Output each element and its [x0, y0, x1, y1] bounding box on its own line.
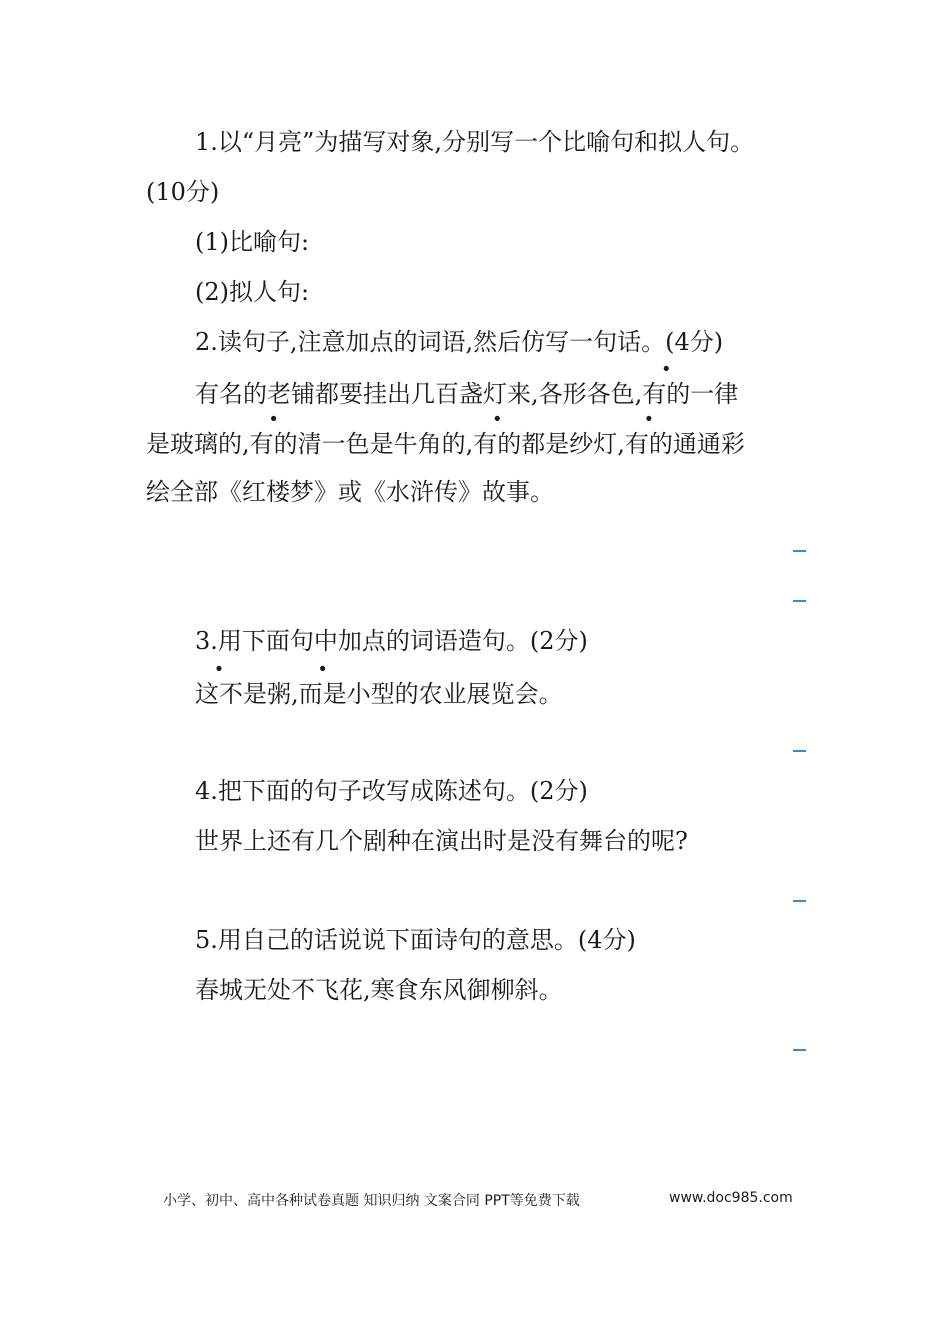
- q5-poem-line: 春城无处不飞花,寒食东风御柳斜。: [195, 976, 563, 1004]
- footer-promo-text: 小学、初中、高中各种试卷真题 知识归纳 文案合同 PPT等免费下载: [163, 1193, 580, 1209]
- emphasized-word: 有的: [473, 430, 522, 458]
- q3-text: 是粥,: [243, 680, 299, 708]
- q2-text: 一律: [690, 380, 739, 408]
- emphasized-word: 而是: [298, 680, 347, 708]
- q1-prompt-line1: 1.以“月亮”为描写对象,分别写一个比喻句和拟人句。: [195, 128, 755, 156]
- q3-text: 小型的农业展览会。: [346, 680, 563, 708]
- emphasized-word: 有的: [624, 430, 673, 458]
- q3-prompt: 3.用下面句中加点的词语造句。(2分): [195, 627, 588, 655]
- answer-blank-marker: [793, 550, 806, 552]
- answer-blank-marker: [793, 600, 806, 602]
- answer-blank-marker: [793, 750, 806, 752]
- emphasized-word: 有的: [642, 380, 691, 408]
- q2-text: 都是纱灯,: [521, 430, 625, 458]
- q4-sentence: 世界上还有几个剧种在演出时是没有舞台的呢?: [195, 827, 688, 855]
- q1-simile-label: (1)比喻句:: [195, 228, 310, 256]
- q2-text: 通通彩: [672, 430, 745, 458]
- emphasized-word: 有的: [249, 430, 298, 458]
- answer-blank-marker: [793, 1049, 806, 1051]
- q2-text: 清一色是牛角的,: [297, 430, 474, 458]
- q3-sentence: [195, 679, 563, 709]
- q5-prompt: 5.用自己的话说说下面诗句的意思。(4分): [195, 926, 636, 954]
- q4-prompt: 4.把下面的句子改写成陈述句。(2分): [195, 777, 588, 805]
- answer-blank-marker: [793, 900, 806, 902]
- q2-passage-line3: 绘全部《红楼梦》或《水浒传》故事。: [146, 478, 554, 506]
- q2-prompt: 2.读句子,注意加点的词语,然后仿写一句话。(4分): [195, 328, 724, 356]
- q2-text: 有名的老铺都要挂出几百盏灯来,各形各色,: [195, 380, 643, 408]
- q2-text: 是玻璃的,: [146, 430, 250, 458]
- q1-prompt-line2: (10分): [146, 178, 220, 206]
- q2-passage-line2: [146, 429, 745, 459]
- q1-personification-label: (2)拟人句:: [195, 278, 310, 306]
- emphasized-word: 这不: [195, 680, 243, 708]
- footer-website-link[interactable]: www.doc985.com: [669, 1190, 793, 1206]
